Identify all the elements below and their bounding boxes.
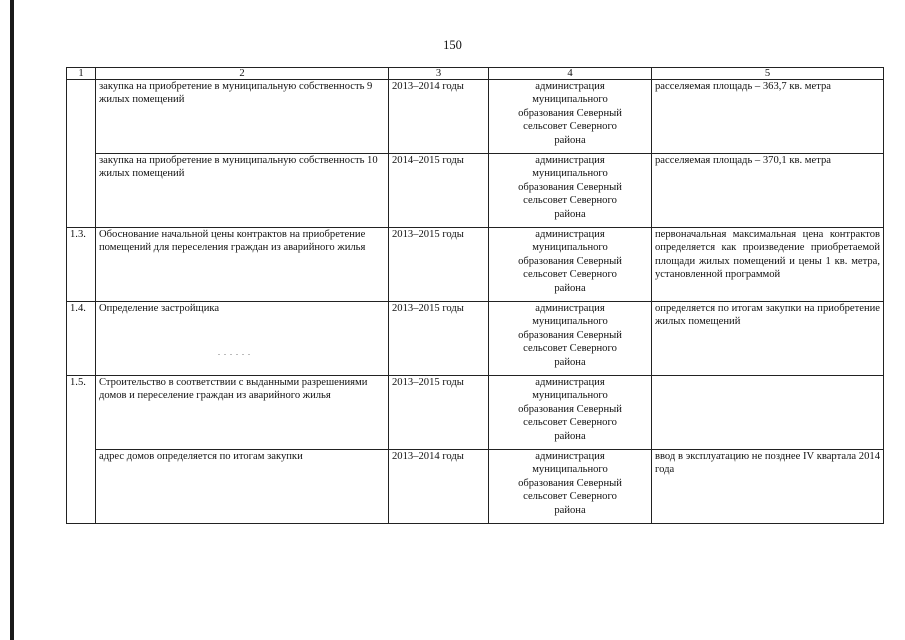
action-cell: Определение застройщика bbox=[96, 302, 389, 376]
executor-cell bbox=[489, 80, 652, 154]
executor-line: сельсовет Северного bbox=[523, 195, 617, 207]
result-cell: расселяемая площадь – 370,1 кв. метра bbox=[652, 154, 884, 228]
executor-line: сельсовет Северного bbox=[523, 417, 617, 429]
executor-line: образования Северный bbox=[518, 329, 622, 341]
column-header: 4 bbox=[489, 68, 652, 80]
period-cell: 2014–2015 годы bbox=[389, 154, 489, 228]
column-header: 5 bbox=[652, 68, 884, 80]
table-row bbox=[67, 450, 884, 524]
executor-line: муниципального bbox=[532, 94, 608, 106]
table-row bbox=[67, 80, 884, 154]
action-cell: закупка на приобретение в муниципальную собственность 9 жилых помещений bbox=[96, 80, 389, 154]
result-cell: ввод в эксплуатацию не позднее IV квартала 2014 года bbox=[652, 450, 884, 524]
executor-cell bbox=[489, 154, 652, 228]
result-cell: определяется по итогам закупки на приобретение жилых помещений bbox=[652, 302, 884, 376]
executor-line: муниципального bbox=[532, 316, 608, 328]
executor-line: сельсовет Северного bbox=[523, 121, 617, 133]
plan-table bbox=[66, 67, 884, 524]
executor-line: сельсовет Северного bbox=[523, 491, 617, 503]
period-cell: 2013–2015 годы bbox=[389, 302, 489, 376]
page-number: 150 bbox=[443, 38, 462, 52]
table-row bbox=[67, 228, 884, 302]
column-header: 2 bbox=[96, 68, 389, 80]
executor-line: образования Северный bbox=[518, 477, 622, 489]
result-cell: расселяемая площадь – 363,7 кв. метра bbox=[652, 80, 884, 154]
period-cell: 2013–2014 годы bbox=[389, 80, 489, 154]
executor-line: района bbox=[554, 134, 586, 146]
table-row bbox=[67, 376, 884, 450]
table-row bbox=[67, 302, 884, 376]
period-cell: 2013–2015 годы bbox=[389, 376, 489, 450]
executor-line: сельсовет Северного bbox=[523, 269, 617, 281]
executor-line: муниципального bbox=[532, 464, 608, 476]
row-number: 1.3. bbox=[67, 228, 96, 302]
executor-line: образования Северный bbox=[518, 403, 622, 415]
executor-line: сельсовет Северного bbox=[523, 343, 617, 355]
column-header: 1 bbox=[67, 68, 96, 80]
executor-line: образования Северный bbox=[518, 107, 622, 119]
executor-cell bbox=[489, 302, 652, 376]
action-cell: закупка на приобретение в муниципальную собственность 10 жилых помещений bbox=[96, 154, 389, 228]
executor-line: района bbox=[554, 504, 586, 516]
executor-line: муниципального bbox=[532, 168, 608, 180]
action-cell: Строительство в соответствии с выданными разрешениями домов и переселение граждан из аварийного жилья bbox=[96, 376, 389, 450]
executor-line: администрация bbox=[535, 81, 605, 92]
executor-line: администрация bbox=[535, 451, 605, 462]
executor-line: образования Северный bbox=[518, 181, 622, 193]
executor-line: образования Северный bbox=[518, 255, 622, 267]
table-row bbox=[67, 154, 884, 228]
column-header: 3 bbox=[389, 68, 489, 80]
period-cell: 2013–2014 годы bbox=[389, 450, 489, 524]
executor-line: района bbox=[554, 430, 586, 442]
executor-line: администрация bbox=[535, 155, 605, 166]
row-number bbox=[67, 80, 96, 228]
table-header-row bbox=[67, 68, 884, 80]
action-cell: адрес домов определяется по итогам закупки bbox=[96, 450, 389, 524]
executor-line: района bbox=[554, 282, 586, 294]
executor-line: района bbox=[554, 356, 586, 368]
executor-line: района bbox=[554, 208, 586, 220]
result-cell bbox=[652, 376, 884, 450]
row-number: 1.4. bbox=[67, 302, 96, 376]
row-number: 1.5. bbox=[67, 376, 96, 524]
result-cell: первоначальная максимальная цена контрактов определяется как произведение приобретаемой площади жилых помещений и цены 1 кв. метра, установленной программой bbox=[652, 228, 884, 302]
executor-line: муниципального bbox=[532, 242, 608, 254]
executor-line: администрация bbox=[535, 303, 605, 314]
executor-line: муниципального bbox=[532, 390, 608, 402]
executor-cell bbox=[489, 376, 652, 450]
executor-line: администрация bbox=[535, 377, 605, 388]
scan-artifact bbox=[218, 354, 254, 355]
scan-edge-line bbox=[10, 0, 14, 640]
period-cell: 2013–2015 годы bbox=[389, 228, 489, 302]
executor-cell bbox=[489, 228, 652, 302]
action-cell: Обоснование начальной цены контрактов на приобретение помещений для переселения граждан из аварийного жилья bbox=[96, 228, 389, 302]
executor-cell bbox=[489, 450, 652, 524]
executor-line: администрация bbox=[535, 229, 605, 240]
